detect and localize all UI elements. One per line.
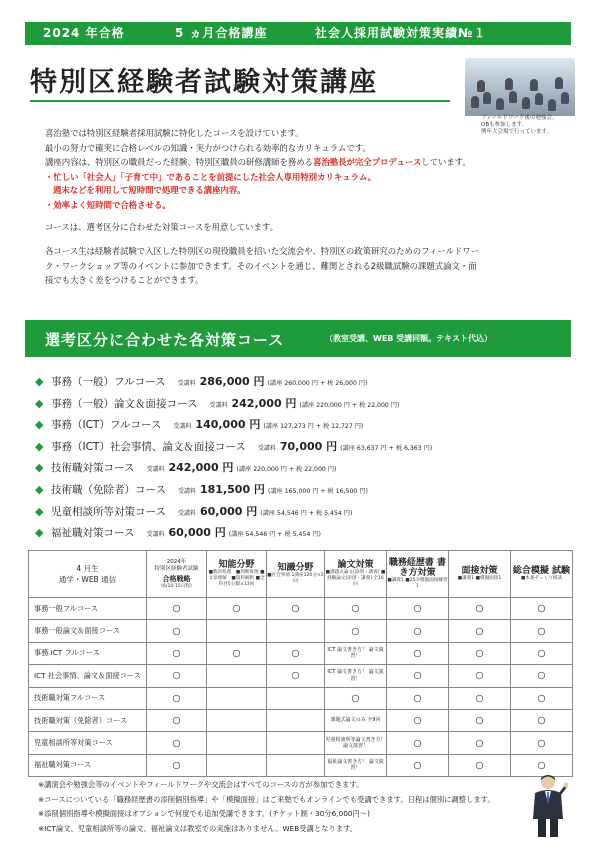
table-cell-note: 児童相談所等論文書き方！ 論文演習！ <box>325 732 387 754</box>
fee-label: 受講料 <box>146 466 165 474</box>
table-cell: ○ <box>147 620 207 642</box>
diamond-icon: ◆ <box>35 418 44 432</box>
seminar-photo <box>465 58 575 116</box>
header-sub: ■数的処理 ■判断推理 ■文章理解 ■資料解釈 ■全科目5分類×13回 <box>208 570 265 587</box>
photo-caption-line: フィールドワーク後の勉強会。 <box>481 115 558 121</box>
course-name: 児童相談所等対策コース <box>51 505 166 518</box>
table-cell: ○ <box>325 687 387 709</box>
price-breakdown: (講座 165,000 円 + 税 16,500 円) <box>267 487 368 495</box>
intro-text: しています。 <box>421 157 471 167</box>
table-cell: ○ <box>511 620 573 642</box>
table-cell: ○ <box>449 709 511 731</box>
course-item <box>35 459 575 481</box>
corner-line: 4 月生 <box>76 564 99 573</box>
footnotes <box>38 778 518 836</box>
header-sub: ■本番そっくり模試 <box>520 576 563 581</box>
table-cell <box>207 687 267 709</box>
column-header <box>325 551 387 598</box>
title-underline <box>30 100 450 102</box>
table-cell-note: ICT 論文書き方！ 論文演習！ <box>325 665 387 687</box>
table-row <box>29 620 573 642</box>
table-cell: ○ <box>449 687 511 709</box>
fee-label: 受講料 <box>177 380 196 387</box>
table-cell: ○ <box>511 598 573 620</box>
table-row <box>29 665 573 687</box>
header-sub: ■講義1 ■25分模擬面接練習1 <box>387 578 448 589</box>
photo-caption-line: 例年大会場で行っています。 <box>481 129 553 135</box>
course-item <box>35 416 575 438</box>
row-course-name: 児童相談所等対策コース <box>29 732 147 754</box>
intro-text: 講座内容は、特別区の職員だった経験、特別区職員の研修講師を務める <box>45 157 313 167</box>
table-cell: ○ <box>387 709 449 731</box>
table-row <box>29 754 573 776</box>
course-item <box>35 481 575 503</box>
table-cell: ○ <box>387 598 449 620</box>
header-sub: (6/10-15日程) <box>161 583 192 589</box>
course-price-list <box>35 373 575 546</box>
course-price: 181,500 円 <box>200 482 265 496</box>
course-price: 60,000 円 <box>200 504 258 518</box>
price-breakdown: (講座 127,273 円 + 税 12,727 円) <box>263 423 364 431</box>
table-row <box>29 687 573 709</box>
column-header <box>267 551 325 598</box>
table-row <box>29 732 573 754</box>
table-cell: ○ <box>147 642 207 664</box>
table-cell: ○ <box>387 687 449 709</box>
events-line: 各コース生は経験者試験で入区した特別区の現役職員を招いた交流会や、特別区の政策研究のためのフィールドワー <box>45 246 480 256</box>
header-sub: ■社会事情 1講座120分×2回 <box>267 573 324 584</box>
course-item <box>35 373 575 395</box>
table-cell-note: 課題式論文のみ 全9回 <box>325 709 387 731</box>
row-course-name: 技術職対策（免除者）コース <box>29 709 147 731</box>
course-price: 242,000 円 <box>168 461 234 475</box>
table-cell: ○ <box>511 642 573 664</box>
course-name: 技術職（免除者）コース <box>51 483 166 496</box>
header-sub: ■講義1 ■模擬面接1 <box>457 576 502 581</box>
table-cell: ○ <box>387 732 449 754</box>
table-cell: ○ <box>511 754 573 776</box>
diamond-icon: ◆ <box>35 526 44 540</box>
table-cell <box>267 709 325 731</box>
footnote: ※添削個別指導や模擬面接はオプションで何度でも追加受講できます。(チケット制・30分6,000円〜) <box>38 809 370 818</box>
course-item <box>35 395 575 417</box>
table-cell: ○ <box>207 598 267 620</box>
table-cell <box>267 754 325 776</box>
feature-bullet: ・忙しい「社会人」「子育て中」であることを前提にした社会人専用特別カリキュラム。 <box>45 172 376 182</box>
intro-line: 最小の努力で確実に合格レベルの知識・実力がつけられる効率的なカリキュラムです。 <box>45 142 371 153</box>
diamond-icon: ◆ <box>35 482 44 496</box>
footnote: ※講演会や勉強会等のイベントやフィールドワークや交流会はすべてのコースの方が参加できます。 <box>38 780 364 789</box>
table-cell: ○ <box>449 642 511 664</box>
course-intro: コースは、選考区分に合わせた対策コースを用意しています。 <box>45 222 278 232</box>
table-cell: ○ <box>325 598 387 620</box>
header-main: 知識分野 <box>277 563 314 573</box>
table-cell: ○ <box>449 598 511 620</box>
price-breakdown: (講座 220,000 円 + 税 22,000 円) <box>299 401 400 409</box>
table-cell-note: ICT 論文書き方！ 論文演習！ <box>325 642 387 664</box>
table-corner-header <box>29 551 147 598</box>
table-cell <box>207 665 267 687</box>
course-price: 140,000 円 <box>195 418 261 432</box>
table-cell <box>267 732 325 754</box>
course-name: 事務（一般）論文＆面接コース <box>51 397 198 410</box>
banner-year-label: 2024 年合格 <box>43 26 125 40</box>
instructor-illustration <box>528 773 568 839</box>
table-cell: ○ <box>511 687 573 709</box>
column-header <box>511 551 573 598</box>
header-main: 職務経歴書 書き方対策 <box>388 558 447 578</box>
row-course-name: 事務 ICT フルコース <box>29 642 147 664</box>
feature-bullets <box>45 171 565 212</box>
top-banner <box>25 22 571 45</box>
table-cell: ○ <box>387 642 449 664</box>
header-main: 知能分野 <box>218 560 255 570</box>
column-header <box>387 551 449 598</box>
diamond-icon: ◆ <box>35 439 44 453</box>
row-course-name: 事務一般論文＆面接コース <box>29 620 147 642</box>
course-price: 60,000 円 <box>168 526 226 540</box>
price-breakdown: (講座 54,546 円 + 税 5,454 円) <box>260 509 353 517</box>
diamond-icon: ◆ <box>35 461 44 475</box>
table-row <box>29 598 573 620</box>
table-cell: ○ <box>325 620 387 642</box>
section-banner <box>25 320 571 357</box>
intro-highlight: 喜治塾長が完全プロデュース <box>313 157 422 167</box>
table-cell: ○ <box>147 687 207 709</box>
header-main: 論文対策 <box>337 560 374 570</box>
course-item <box>35 524 575 546</box>
table-cell: ○ <box>147 754 207 776</box>
feature-bullet: ・効率よく短時間で合格させる。 <box>45 200 171 210</box>
table-cell: ○ <box>449 754 511 776</box>
table-cell: ○ <box>267 642 325 664</box>
price-breakdown: (講座 220,000 円 + 税 22,000 円) <box>236 466 337 474</box>
intro-line <box>45 155 565 170</box>
price-breakdown: (講座 63,637 円 + 税 6,363 円) <box>340 444 433 452</box>
banner-course-length: 5 ヵ月合格講座 <box>175 26 268 40</box>
course-price: 286,000 円 <box>199 375 265 388</box>
footnote: ※ICT論文、児童相談所等の論文、福祉論文は教室での実施はありません。WEB受講となります。 <box>38 823 358 833</box>
course-name: 事務（一般）フルコース <box>51 376 166 388</box>
table-cell: ○ <box>387 754 449 776</box>
table-header-row <box>29 551 573 598</box>
table-cell: ○ <box>511 665 573 687</box>
diamond-icon: ◆ <box>35 375 44 388</box>
table-cell: ○ <box>147 598 207 620</box>
table-cell: ○ <box>449 620 511 642</box>
table-cell <box>207 709 267 731</box>
course-name: 福祉職対策コース <box>51 527 135 540</box>
section-note: （教室受講、WEB 受講同額。テキスト代込） <box>325 334 493 343</box>
course-price: 242,000 円 <box>231 396 297 410</box>
table-cell <box>207 732 267 754</box>
table-cell: ○ <box>147 709 207 731</box>
header-main: 面接対策 <box>461 566 498 576</box>
row-course-name: 事務一般フルコース <box>29 598 147 620</box>
header-pre: 2024年 <box>166 558 187 565</box>
banner-record: 社会人採用試験対策実績№１ <box>315 26 487 40</box>
photo-caption-line: OBも参加します。 <box>481 122 528 128</box>
fee-label: 受講料 <box>257 444 276 452</box>
table-cell <box>267 620 325 642</box>
course-price: 70,000 円 <box>279 439 338 453</box>
table-cell: ○ <box>267 598 325 620</box>
course-item <box>35 503 575 525</box>
table-cell: ○ <box>207 642 267 664</box>
table-cell: ○ <box>449 665 511 687</box>
curriculum-table <box>28 550 573 777</box>
row-course-name: 技術職対策フルコース <box>29 687 147 709</box>
diamond-icon: ◆ <box>35 396 44 410</box>
course-name: 技術職対策コース <box>51 462 135 475</box>
fee-label: 受講料 <box>177 487 196 495</box>
intro-paragraph <box>45 126 565 170</box>
table-cell: ○ <box>147 665 207 687</box>
table-cell: ○ <box>267 665 325 687</box>
table-cell: ○ <box>449 732 511 754</box>
footnote: ※コースについている「職務経歴書の添削個別指導」や「模擬面接」はご来塾でもオンラインでも受講できます。日程は個別に調整します。 <box>38 794 495 804</box>
header-main: 合格戦略 <box>162 574 191 583</box>
intro-line: 喜治塾では特別区経験者採用試験に特化したコースを設けています。 <box>45 128 304 138</box>
section-title: 選考区分に合わせた各対策コース <box>45 331 285 349</box>
fee-label: 受講料 <box>146 531 165 539</box>
page-title: 特別区経験者試験対策講座 <box>30 67 378 98</box>
course-name: 事務（ICT）フルコース <box>51 419 162 432</box>
table-cell: ○ <box>511 709 573 731</box>
table-cell: ○ <box>511 732 573 754</box>
price-breakdown: (講座 54,546 円 + 税 5,454 円) <box>228 531 321 539</box>
course-name: 事務（ICT）社会事情、論文＆面接コース <box>51 440 246 453</box>
fee-label: 受講料 <box>173 423 192 431</box>
diamond-icon: ◆ <box>35 504 44 518</box>
corner-line: 通学・WEB 通信 <box>58 575 117 584</box>
header-pre: 特別区経験者試験 <box>154 566 199 572</box>
events-paragraph <box>45 244 560 288</box>
header-sub: ■課題式論文(添削・講義) ■経験論文(添削・講義) 全16回 <box>325 570 386 587</box>
events-line: 接でも大きく差をつけることができます。 <box>45 275 204 285</box>
table-row <box>29 642 573 664</box>
table-row <box>29 709 573 731</box>
fee-label: 受講料 <box>177 509 196 517</box>
course-item <box>35 438 575 460</box>
column-header <box>449 551 511 598</box>
table-cell <box>207 754 267 776</box>
events-line: ク・ワークショップ等のイベントに参加できます。そのイベントを通じ、難関とされる2級職試験の課題式論文・面 <box>45 260 477 271</box>
fee-label: 受講料 <box>209 401 228 409</box>
feature-bullet-cont: 週末などを利用して短時間で処理できる講座内容。 <box>53 185 246 195</box>
table-cell <box>267 687 325 709</box>
price-breakdown: (講座 260,000 円 + 税 26,000 円) <box>267 380 368 387</box>
table-cell: ○ <box>387 665 449 687</box>
table-cell <box>207 620 267 642</box>
table-cell: ○ <box>387 620 449 642</box>
header-main: 総合模擬 試験 <box>512 566 571 576</box>
table-cell-note: 福祉論文書き方！ 論文演習！ <box>325 754 387 776</box>
row-course-name: ICT 社会事情、論文＆面接コース <box>29 665 147 687</box>
column-header <box>147 551 207 598</box>
row-course-name: 福祉職対策コース <box>29 754 147 776</box>
column-header <box>207 551 267 598</box>
table-cell: ○ <box>147 732 207 754</box>
